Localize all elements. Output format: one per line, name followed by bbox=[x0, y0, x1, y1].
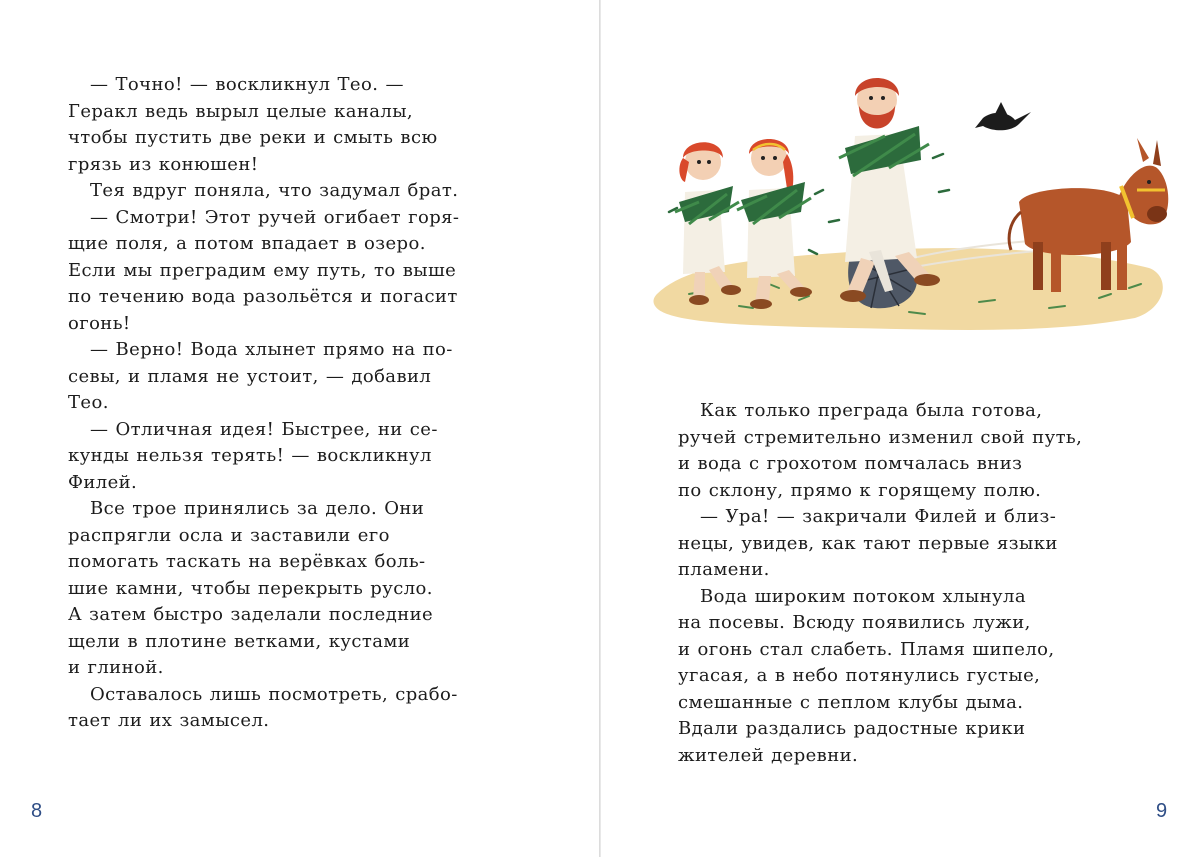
text-line: на посевы. Всюду появились лужи, bbox=[678, 612, 1031, 633]
text-line: кунды нельзя терять! — воскликнул bbox=[68, 445, 432, 466]
page-number-right: 9 bbox=[1156, 800, 1168, 822]
text-line: — Отличная идея! Быстрее, ни се- bbox=[90, 418, 438, 440]
right-page-text bbox=[678, 398, 1082, 769]
left-page-text bbox=[68, 72, 459, 735]
text-line: Тея вдруг поняла, что задумал брат. bbox=[90, 180, 459, 201]
text-line: и вода с грохотом помчалась вниз bbox=[678, 453, 1023, 474]
text-line: Геракл ведь вырыл целые каналы, bbox=[68, 100, 414, 122]
text-line: распрягли осла и заставили его bbox=[68, 524, 390, 546]
text-line: жителей деревни. bbox=[678, 744, 859, 766]
text-line: грязь из конюшен! bbox=[68, 153, 259, 175]
text-line: — Ура! — закричали Филей и близ- bbox=[700, 506, 1057, 527]
text-line: Если мы преградим ему путь, то выше bbox=[68, 259, 457, 281]
text-line: Все трое принялись за дело. Они bbox=[90, 498, 425, 519]
text-line: тает ли их замысел. bbox=[68, 710, 270, 731]
text-line: Оставалось лишь посмотреть, срабо- bbox=[90, 683, 458, 705]
text-line: щие поля, а потом впадает в озеро. bbox=[68, 233, 426, 254]
text-line: смешанные с пеплом клубы дыма. bbox=[678, 691, 1024, 713]
text-line: — Смотри! Этот ручей огибает горя- bbox=[90, 206, 460, 228]
crow-icon bbox=[975, 102, 1031, 130]
text-line: чтобы пустить две реки и смыть всю bbox=[68, 127, 438, 148]
text-line: — Верно! Вода хлынет прямо на по- bbox=[90, 339, 453, 360]
left-page bbox=[0, 0, 599, 857]
right-page bbox=[601, 0, 1200, 857]
story-illustration bbox=[649, 62, 1169, 338]
text-line: помогать таскать на верёвках боль- bbox=[68, 551, 426, 572]
text-line: шие камни, чтобы перекрыть русло. bbox=[68, 577, 433, 599]
text-line: севы, и пламя не устоит, — добавил bbox=[68, 365, 432, 387]
text-line: и глиной. bbox=[68, 657, 164, 678]
text-line: по склону, прямо к горящему полю. bbox=[678, 479, 1042, 501]
text-line: ручей стремительно изменил свой путь, bbox=[678, 426, 1083, 448]
text-line: Как только преграда была готова, bbox=[700, 400, 1043, 421]
text-line: угасая, а в небо потянулись густые, bbox=[678, 665, 1041, 686]
text-line: — Точно! — воскликнул Тео. — bbox=[90, 74, 404, 95]
text-line: Филей. bbox=[68, 471, 138, 493]
text-line: по течению вода разольётся и погасит bbox=[68, 286, 458, 307]
text-line: Вода широким потоком хлынула bbox=[700, 585, 1026, 607]
text-line: нецы, увидев, как тают первые языки bbox=[678, 532, 1058, 554]
text-line: А затем быстро заделали последние bbox=[68, 604, 434, 625]
text-line: Тео. bbox=[68, 392, 109, 413]
page-number-left: 8 bbox=[31, 800, 43, 822]
text-line: пламени. bbox=[678, 559, 770, 580]
text-line: и огонь стал слабеть. Пламя шипело, bbox=[678, 638, 1055, 660]
text-line: Вдали раздались радостные крики bbox=[678, 718, 1026, 739]
text-line: щели в плотине ветками, кустами bbox=[68, 630, 411, 652]
text-line: огонь! bbox=[68, 312, 131, 334]
